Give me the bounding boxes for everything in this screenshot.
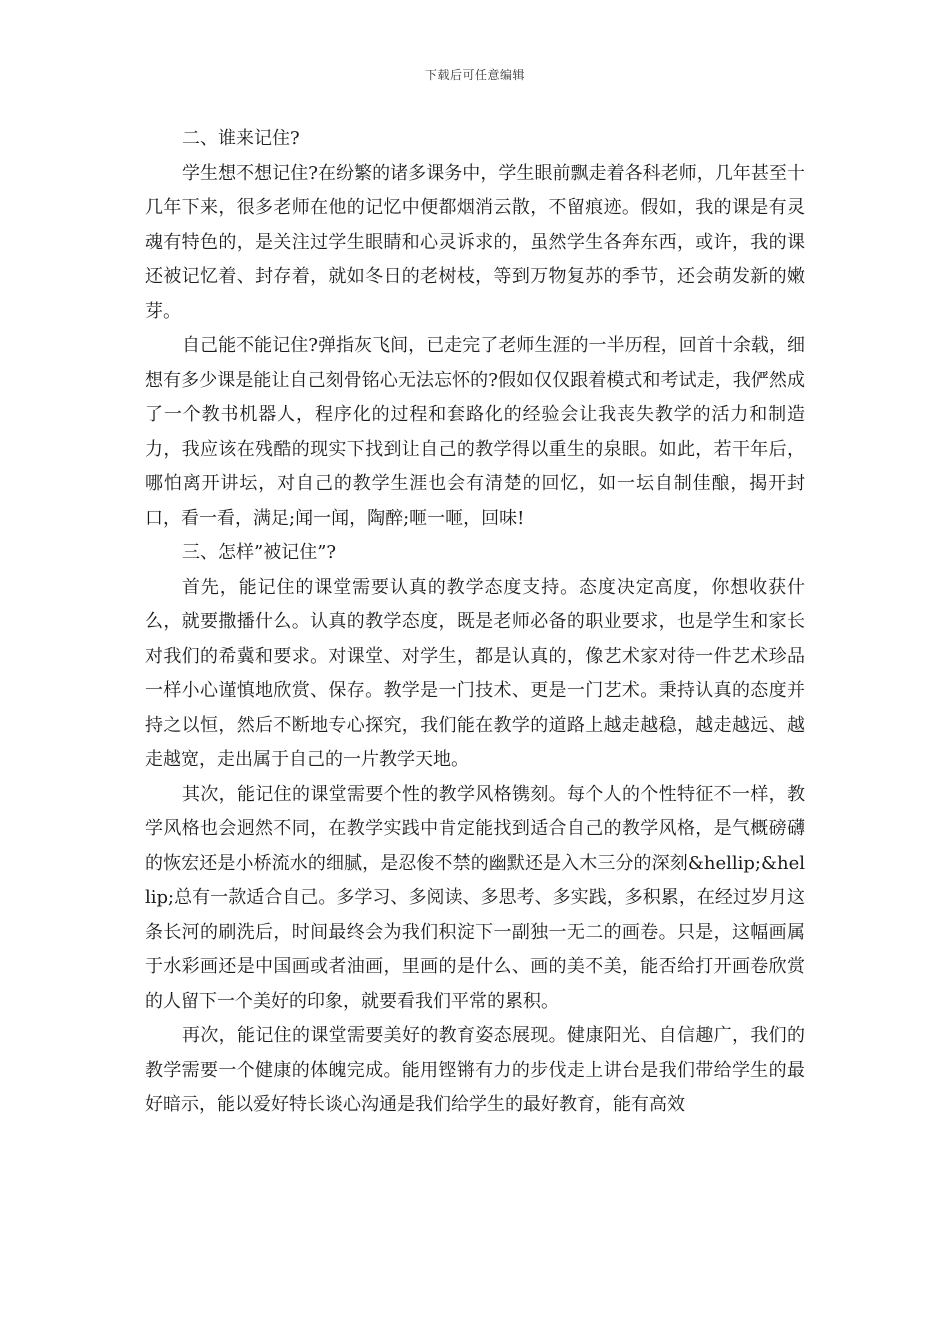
paragraph: 其次，能记住的课堂需要个性的教学风格镌刻。每个人的个性特征不一样，教学风格也会迥然不同，在教学实践中肯定能找到适合自己的教学风格，是气概磅礴的恢宏还是小桥流水的细腻，是忍俊不禁的幽默还是入木三分的深刻&hellip;&hellip;总有一款适合自己。多学习、多阅读、多思考、多实践，多积累，在经过岁月这条长河的刷洗后，时间最终会为我们积淀下一副独一无二的画卷。只是，这幅画属于水彩画还是中国画或者油画，里画的是什么、画的美不美，能否给打开画卷欣赏的人留下一个美好的印象，就要看我们平常的累积。 [145, 783, 805, 1012]
paragraph: 学生想不想记住?在纷繁的诸多课务中，学生眼前飘走着各科老师，几年甚至十几年下来，很多老师在他的记忆中便都烟消云散，不留痕迹。假如，我的课是有灵魂有特色的，是关注过学生眼睛和心灵诉求的，虽然学生各奔东西，或许，我的课还被记忆着、封存着，就如冬日的老树枝，等到万物复苏的季节，还会萌发新的嫩芽。 [145, 162, 805, 322]
paragraph: 首先，能记住的课堂需要认真的教学态度支持。态度决定高度，你想收获什么，就要撒播什么。认真的教学态度，既是老师必备的职业要求，也是学生和家长对我们的希冀和要求。对课堂、对学生，都是认真的，像艺术家对待一件艺术珍品一样小心谨慎地欣赏、保存。教学是一门技术、更是一门艺术。秉持认真的态度并持之以恒，然后不断地专心探究，我们能在教学的道路上越走越稳，越走越远、越走越宽，走出属于自己的一片教学天地。 [145, 576, 805, 770]
section-heading-three: 三、怎样”被记住”? [182, 542, 337, 563]
paragraph: 再次，能记住的课堂需要美好的教育姿态展现。健康阳光、自信趣广，我们的教学需要一个健康的体魄完成。能用铿锵有力的步伐走上讲台是我们带给学生的最好暗示，能以爱好特长谈心沟通是我们给学生的最好教育，能有高效 [145, 1025, 805, 1115]
document-body [145, 122, 805, 1123]
section-heading-two: 二、谁来记住? [182, 128, 300, 149]
page-header: 下载后可任意编辑 [424, 68, 525, 82]
paragraph: 自己能不能记住?弹指灰飞间，已走完了老师生涯的一半历程，回首十余载，细想有多少课是能让自己刻骨铭心无法忘怀的?假如仅仅跟着模式和考试走，我俨然成了一个教书机器人，程序化的过程和套路化的经验会让我丧失教学的活力和制造力，我应该在残酷的现实下找到让自己的教学得以重生的泉眼。如此，若干年后，哪怕离开讲坛，对自己的教学生涯也会有清楚的回忆，如一坛自制佳酿，揭开封口，看一看，满足;闻一闻，陶醉;咂一咂，回味! [145, 335, 805, 529]
